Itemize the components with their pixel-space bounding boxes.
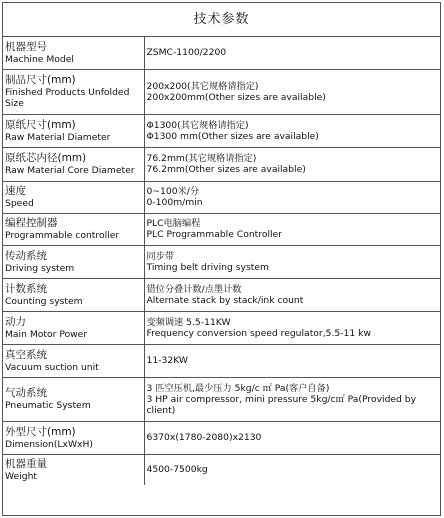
spec-table [3,37,440,485]
spec-label-cell [3,344,144,377]
spec-label-cell [3,454,144,485]
spec-label-zh: 速度 [5,185,26,197]
spec-label-zh: 机器型号 [5,40,47,53]
spec-value-zh: 同步带 [146,250,175,262]
spec-value-zh: 错位分叠计数/点墨计数 [146,283,242,295]
spec-value-en: 3 HP air compressor, mini pressure 5kg/c㎡ Pa(Provided by client) [146,393,417,416]
spec-label-cell [3,311,144,344]
table-row [3,181,440,213]
spec-value-cell [144,37,440,69]
spec-value-cell [144,69,440,114]
spec-value-zh: 变频调速 5.5-11KW [146,316,231,328]
spec-value-cell [144,147,440,181]
spec-value-zh: 3 匹空压机,最少压力 5kg/c ㎡ Pa(客户自备) [146,382,330,394]
table-row [3,278,440,311]
spec-label-cell [3,147,144,181]
spec-value-zh: 0~100米/分 [146,186,200,197]
spec-value-cell [144,181,440,213]
table-row [3,69,440,114]
table-row [3,147,440,181]
spec-value-en: PLC Programmable Controller [146,229,282,240]
spec-value-zh: Φ1300(其它规格请指定) [146,119,249,131]
spec-label-zh: 外型尺寸(mm) [5,425,76,438]
table-row [3,377,440,421]
spec-label-en: Raw Material Core Diameter [5,165,135,176]
spec-value-en: Frequency conversion speed regulator,5.5-11 kw [146,327,371,339]
spec-value-en: ZSMC-1100/2200 [146,47,227,59]
spec-label-en: Weight [5,470,38,482]
spec-label-cell [3,69,144,114]
spec-value-cell [144,344,440,377]
spec-label-en: Pneumatic System [5,400,91,411]
table-row [3,114,440,147]
spec-value-en: 200x200mm(Other sizes are available) [146,91,326,103]
spec-label-zh: 原纸芯内径(mm) [5,152,87,164]
spec-label-zh: 制品尺寸(mm) [5,74,76,86]
spec-value-cell [144,421,440,454]
spec-value-zh: 76.2mm(其它规格请指定) [146,153,257,164]
spec-label-cell [3,37,144,69]
table-row [3,245,440,278]
spec-label-cell [3,421,144,454]
spec-label-en: Programmable controller [5,230,120,241]
table-row [3,37,440,69]
spec-label-zh: 编程控制器 [5,217,58,229]
spec-label-en: Driving system [5,262,75,274]
spec-value-cell [144,245,440,278]
spec-value-zh: 200x200(其它规格请指定) [146,80,259,92]
spec-label-en: Vacuum suction unit [5,361,99,373]
spec-label-cell [3,114,144,147]
spec-label-zh: 真空系统 [5,348,47,361]
sheet-title: 技术参数 [3,3,440,37]
spec-label-zh: 原纸尺寸(mm) [5,118,76,131]
spec-sheet [2,2,441,516]
table-row [3,311,440,344]
spec-label-cell [3,181,144,213]
table-row [3,454,440,485]
table-row [3,421,440,454]
spec-value-en: Φ1300 mm(Other sizes are available) [146,130,319,142]
spec-label-cell [3,213,144,245]
spec-label-en: Dimension(LxWxH) [5,438,93,450]
table-row [3,344,440,377]
spec-label-en: Raw Material Diameter [5,131,111,143]
spec-label-en: Finished Products Unfolded Size [5,87,130,109]
spec-label-en: Counting system [5,295,83,307]
spec-label-zh: 机器重量 [5,457,47,470]
spec-value-en: 0-100m/min [146,197,203,208]
spec-value-en: 11-32KW [146,355,188,366]
spec-value-en: 6370x(1780-2080)x2130 [146,432,262,443]
spec-value-en: 76.2mm(Other sizes are available) [146,164,306,175]
spec-value-cell [144,377,440,421]
spec-value-cell [144,454,440,485]
spec-label-cell [3,245,144,278]
spec-label-en: Machine Model [5,53,74,65]
spec-value-cell [144,311,440,344]
spec-label-cell [3,278,144,311]
spec-value-en: Timing belt driving system [146,261,269,273]
table-row [3,213,440,245]
spec-label-cell [3,377,144,421]
spec-value-en: Alternate stack by stack/ink count [146,294,304,306]
spec-value-cell [144,278,440,311]
spec-value-en: 4500-7500kg [146,464,208,476]
spec-label-zh: 传动系统 [5,249,47,262]
spec-label-en: Speed [5,198,34,209]
spec-label-zh: 动力 [5,315,26,328]
spec-value-zh: PLC电脑编程 [146,218,201,229]
spec-value-cell [144,213,440,245]
spec-label-zh: 气动系统 [5,387,47,399]
spec-label-zh: 计数系统 [5,282,47,295]
spec-label-en: Main Motor Power [5,328,88,340]
spec-value-cell [144,114,440,147]
